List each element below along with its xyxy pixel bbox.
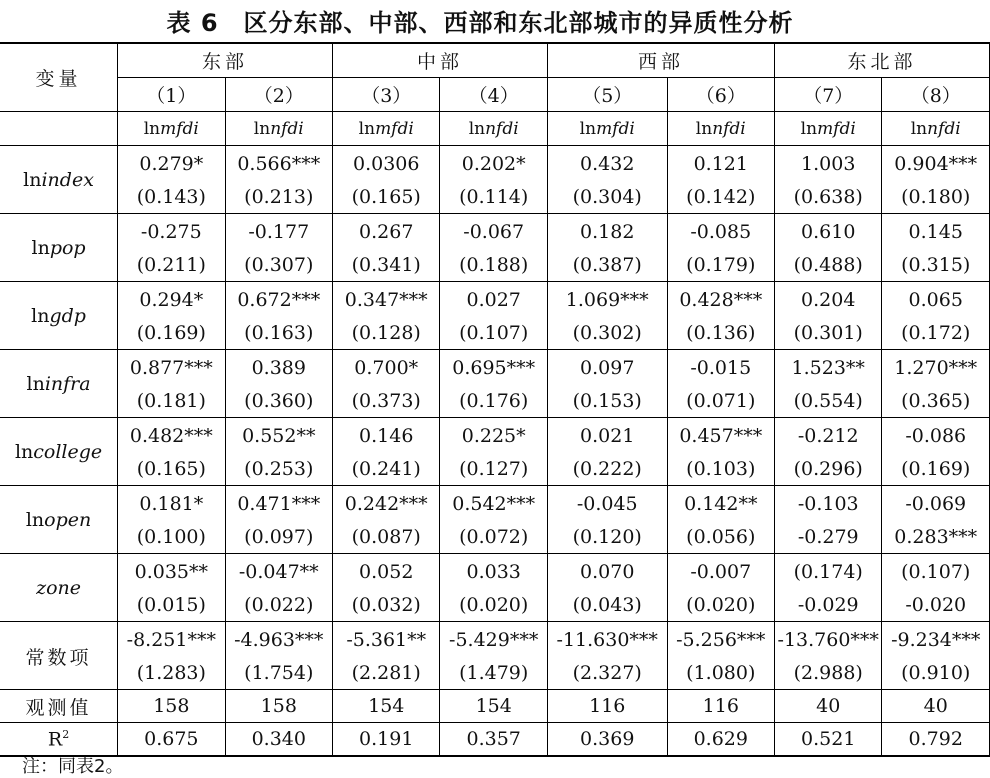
coefficient-cell: 0.027	[440, 282, 547, 317]
variable-label: open	[44, 509, 92, 531]
coefficient-cell: -0.015	[667, 350, 774, 385]
dep-label-blank	[0, 112, 118, 146]
coefficient-cell: 0.347***	[333, 282, 440, 317]
se-row	[0, 384, 990, 418]
std-error-cell: (0.097)	[225, 520, 332, 554]
coefficient-cell: 0.877***	[118, 350, 225, 385]
std-error-cell: (1.283)	[118, 656, 225, 690]
std-error-cell: (0.015)	[118, 588, 225, 622]
variable-prefix: ln	[14, 441, 34, 463]
std-error-cell: (0.188)	[440, 248, 547, 282]
std-error-cell: (0.296)	[775, 452, 882, 486]
group-west: 西部	[547, 43, 774, 78]
variable-label: zone	[36, 577, 82, 599]
group-central: 中部	[333, 43, 548, 78]
column-number-7: （7）	[775, 78, 882, 112]
dep-var-name: nfdi	[712, 118, 746, 139]
coefficient-cell: -0.047**	[225, 554, 332, 589]
variable-label: pop	[49, 237, 86, 259]
se-row	[0, 316, 990, 350]
r-squared-cell: 0.357	[440, 723, 547, 757]
regression-table-container	[0, 42, 981, 751]
coefficient-cell: 0.204	[775, 282, 882, 317]
std-error-cell: (0.169)	[882, 452, 990, 486]
r-squared-cell: 0.191	[333, 723, 440, 757]
std-error-cell: (0.128)	[333, 316, 440, 350]
std-error-cell: (0.165)	[333, 180, 440, 214]
observations-cell: 154	[333, 690, 440, 723]
coefficient-cell: 0.672***	[225, 282, 332, 317]
coefficient-cell: 0.457***	[667, 418, 774, 453]
coefficient-cell: (0.174)	[775, 554, 882, 589]
coefficient-cell: 0.610	[775, 214, 882, 249]
coef-row	[0, 214, 990, 249]
std-error-cell: (0.373)	[333, 384, 440, 418]
std-error-cell: 0.283***	[882, 520, 990, 554]
coefficient-cell: 0.566***	[225, 146, 332, 181]
std-error-cell: (0.153)	[547, 384, 667, 418]
r-squared-superscript: 2	[62, 727, 70, 741]
r-squared-cell: 0.340	[225, 723, 332, 757]
std-error-cell: (0.071)	[667, 384, 774, 418]
variable-name	[0, 622, 118, 690]
r-squared-letter: R	[47, 728, 63, 751]
coefficient-cell: 0.021	[547, 418, 667, 453]
dep-var-name: mfdi	[375, 118, 414, 139]
coef-row	[0, 350, 990, 385]
coefficient-cell: 0.552**	[225, 418, 332, 453]
se-row	[0, 520, 990, 554]
coefficient-cell: 0.428***	[667, 282, 774, 317]
se-row	[0, 180, 990, 214]
std-error-cell: -0.029	[775, 588, 882, 622]
std-error-cell: (0.169)	[118, 316, 225, 350]
variable-name	[0, 418, 118, 486]
std-error-cell: (1.080)	[667, 656, 774, 690]
dep-var-prefix: ln	[358, 118, 376, 139]
se-row	[0, 452, 990, 486]
variable-name	[0, 554, 118, 622]
coefficient-cell: 0.700*	[333, 350, 440, 385]
coefficient-cell: 0.121	[667, 146, 774, 181]
coefficient-cell: -8.251***	[118, 622, 225, 657]
variable-prefix: ln	[31, 305, 50, 327]
std-error-cell: (0.213)	[225, 180, 332, 214]
se-row	[0, 248, 990, 282]
observations-cell: 40	[775, 690, 882, 723]
std-error-cell: (0.032)	[333, 588, 440, 622]
std-error-cell: (0.302)	[547, 316, 667, 350]
r-squared-row	[0, 723, 990, 757]
table-title: 表 6 区分东部、中部、西部和东北部城市的异质性分析	[166, 9, 794, 37]
coefficient-cell: 0.0306	[333, 146, 440, 181]
observations-cell: 116	[547, 690, 667, 723]
dep-var-6	[667, 112, 774, 146]
coefficient-cell: 0.181*	[118, 486, 225, 521]
coefficient-cell: -4.963***	[225, 622, 332, 657]
coef-row	[0, 622, 990, 657]
coefficient-cell: 0.033	[440, 554, 547, 589]
observations-cell: 116	[667, 690, 774, 723]
std-error-cell: (0.020)	[667, 588, 774, 622]
variable-prefix: ln	[23, 169, 42, 191]
variable-label: infra	[44, 373, 91, 395]
group-header-row	[0, 43, 990, 78]
std-error-cell: (0.488)	[775, 248, 882, 282]
coefficient-cell: 1.003	[775, 146, 882, 181]
dep-var-8	[882, 112, 990, 146]
dep-var-7	[775, 112, 882, 146]
coefficient-cell: 0.904***	[882, 146, 990, 181]
dep-var-5	[547, 112, 667, 146]
coefficient-cell: -0.085	[667, 214, 774, 249]
std-error-cell: (0.307)	[225, 248, 332, 282]
dep-var-name: mfdi	[160, 118, 199, 139]
std-error-cell: (0.315)	[882, 248, 990, 282]
std-error-cell: (0.301)	[775, 316, 882, 350]
dep-var-3	[333, 112, 440, 146]
variable-prefix: ln	[25, 509, 45, 531]
std-error-cell: (0.142)	[667, 180, 774, 214]
variable-name	[0, 350, 118, 418]
coef-row	[0, 418, 990, 453]
std-error-cell: (2.327)	[547, 656, 667, 690]
std-error-cell: (0.043)	[547, 588, 667, 622]
dep-var-prefix: ln	[143, 118, 161, 139]
std-error-cell: (0.365)	[882, 384, 990, 418]
std-error-cell: (0.163)	[225, 316, 332, 350]
regression-table	[0, 42, 990, 757]
se-row	[0, 588, 990, 622]
std-error-cell: (1.754)	[225, 656, 332, 690]
coefficient-cell: 0.432	[547, 146, 667, 181]
coefficient-cell: 0.182	[547, 214, 667, 249]
std-error-cell: (1.479)	[440, 656, 547, 690]
coefficient-cell: -5.429***	[440, 622, 547, 657]
coefficient-cell: 0.052	[333, 554, 440, 589]
coefficient-cell: -0.212	[775, 418, 882, 453]
coefficient-cell: 1.270***	[882, 350, 990, 385]
coefficient-cell: 0.070	[547, 554, 667, 589]
std-error-cell: (0.181)	[118, 384, 225, 418]
coefficient-cell: 0.279*	[118, 146, 225, 181]
coefficient-cell: 0.242***	[333, 486, 440, 521]
group-northeast: 东北部	[775, 43, 990, 78]
column-number-3: （3）	[333, 78, 440, 112]
coefficient-cell: (0.107)	[882, 554, 990, 589]
std-error-cell: (0.022)	[225, 588, 332, 622]
std-error-cell: (0.360)	[225, 384, 332, 418]
variable-name	[0, 214, 118, 282]
coef-row	[0, 146, 990, 181]
group-east: 东部	[118, 43, 333, 78]
r-squared-cell: 0.675	[118, 723, 225, 757]
dependent-variable-row	[0, 112, 990, 146]
std-error-cell: (2.988)	[775, 656, 882, 690]
table-note: 注：同表2。	[22, 756, 124, 777]
std-error-cell: (0.176)	[440, 384, 547, 418]
dep-var-prefix: ln	[910, 118, 928, 139]
variable-header: 变量	[0, 43, 118, 112]
dep-var-name: nfdi	[485, 118, 519, 139]
std-error-cell: (0.172)	[882, 316, 990, 350]
column-number-8: （8）	[882, 78, 990, 112]
coefficient-cell: 1.523**	[775, 350, 882, 385]
variable-name	[0, 282, 118, 350]
coefficient-cell: 0.065	[882, 282, 990, 317]
dep-var-name: nfdi	[927, 118, 961, 139]
dep-var-1	[118, 112, 225, 146]
coefficient-cell: -13.760***	[775, 622, 882, 657]
std-error-cell: (0.103)	[667, 452, 774, 486]
coefficient-cell: 0.389	[225, 350, 332, 385]
coefficient-cell: 0.294*	[118, 282, 225, 317]
observations-cell: 158	[118, 690, 225, 723]
coefficient-cell: -11.630***	[547, 622, 667, 657]
coefficient-cell: 0.202*	[440, 146, 547, 181]
dep-var-name: nfdi	[270, 118, 304, 139]
dep-var-prefix: ln	[579, 118, 597, 139]
std-error-cell: (0.211)	[118, 248, 225, 282]
std-error-cell: (2.281)	[333, 656, 440, 690]
variable-label: index	[41, 169, 94, 191]
column-number-6: （6）	[667, 78, 774, 112]
r-squared-cell: 0.629	[667, 723, 774, 757]
std-error-cell: -0.279	[775, 520, 882, 554]
se-row	[0, 656, 990, 690]
coefficient-cell: -0.045	[547, 486, 667, 521]
r-squared-cell: 0.792	[882, 723, 990, 757]
variable-label: 常数项	[25, 646, 92, 669]
dep-var-name: mfdi	[596, 118, 635, 139]
std-error-cell: (0.020)	[440, 588, 547, 622]
std-error-cell: (0.180)	[882, 180, 990, 214]
coefficient-cell: 0.225*	[440, 418, 547, 453]
coefficient-cell: -5.361**	[333, 622, 440, 657]
coefficient-cell: -0.067	[440, 214, 547, 249]
column-number-5: （5）	[547, 78, 667, 112]
column-number-4: （4）	[440, 78, 547, 112]
coefficient-cell: 0.146	[333, 418, 440, 453]
variable-prefix: ln	[26, 373, 45, 395]
coefficient-cell: -5.256***	[667, 622, 774, 657]
variable-label: college	[33, 441, 103, 463]
coefficient-cell: 0.142**	[667, 486, 774, 521]
coefficient-cell: -9.234***	[882, 622, 990, 657]
coefficient-cell: -0.007	[667, 554, 774, 589]
std-error-cell: (0.114)	[440, 180, 547, 214]
observations-cell: 158	[225, 690, 332, 723]
coefficient-cell: 0.542***	[440, 486, 547, 521]
variable-name	[0, 146, 118, 214]
coef-row	[0, 282, 990, 317]
dep-var-prefix: ln	[695, 118, 713, 139]
r-squared-cell: 0.369	[547, 723, 667, 757]
coefficient-cell: 0.267	[333, 214, 440, 249]
std-error-cell: (0.127)	[440, 452, 547, 486]
std-error-cell: (0.387)	[547, 248, 667, 282]
dep-var-4	[440, 112, 547, 146]
std-error-cell: (0.165)	[118, 452, 225, 486]
dep-var-prefix: ln	[253, 118, 271, 139]
coefficient-cell: 0.145	[882, 214, 990, 249]
std-error-cell: (0.638)	[775, 180, 882, 214]
coefficient-cell: 0.035**	[118, 554, 225, 589]
std-error-cell: (0.253)	[225, 452, 332, 486]
column-number-2: （2）	[225, 78, 332, 112]
dep-var-prefix: ln	[800, 118, 818, 139]
coef-row	[0, 486, 990, 521]
std-error-cell: (0.136)	[667, 316, 774, 350]
coefficient-cell: 1.069***	[547, 282, 667, 317]
std-error-cell: (0.087)	[333, 520, 440, 554]
std-error-cell: (0.241)	[333, 452, 440, 486]
std-error-cell: (0.100)	[118, 520, 225, 554]
column-number-1: （1）	[118, 78, 225, 112]
std-error-cell: (0.056)	[667, 520, 774, 554]
std-error-cell: (0.179)	[667, 248, 774, 282]
column-number-row	[0, 78, 990, 112]
std-error-cell: (0.072)	[440, 520, 547, 554]
coefficient-cell: 0.482***	[118, 418, 225, 453]
std-error-cell: (0.120)	[547, 520, 667, 554]
variable-prefix: ln	[31, 237, 50, 259]
r-squared-cell: 0.521	[775, 723, 882, 757]
std-error-cell: (0.304)	[547, 180, 667, 214]
std-error-cell: (0.554)	[775, 384, 882, 418]
coefficient-cell: -0.069	[882, 486, 990, 521]
coefficient-cell: 0.097	[547, 350, 667, 385]
observations-cell: 154	[440, 690, 547, 723]
std-error-cell: (0.910)	[882, 656, 990, 690]
std-error-cell: (0.341)	[333, 248, 440, 282]
r-squared-label	[0, 723, 118, 757]
coefficient-cell: 0.695***	[440, 350, 547, 385]
coefficient-cell: -0.275	[118, 214, 225, 249]
std-error-cell: (0.143)	[118, 180, 225, 214]
coefficient-cell: 0.471***	[225, 486, 332, 521]
observations-row	[0, 690, 990, 723]
coefficient-cell: -0.103	[775, 486, 882, 521]
std-error-cell: (0.107)	[440, 316, 547, 350]
coefficient-cell: -0.086	[882, 418, 990, 453]
observations-cell: 40	[882, 690, 990, 723]
coef-row	[0, 554, 990, 589]
std-error-cell: -0.020	[882, 588, 990, 622]
observations-label: 观测值	[0, 690, 118, 723]
coefficient-cell: -0.177	[225, 214, 332, 249]
std-error-cell: (0.222)	[547, 452, 667, 486]
variable-name	[0, 486, 118, 554]
dep-var-prefix: ln	[468, 118, 486, 139]
dep-var-name: mfdi	[817, 118, 856, 139]
variable-label: gdp	[49, 305, 86, 327]
dep-var-2	[225, 112, 332, 146]
